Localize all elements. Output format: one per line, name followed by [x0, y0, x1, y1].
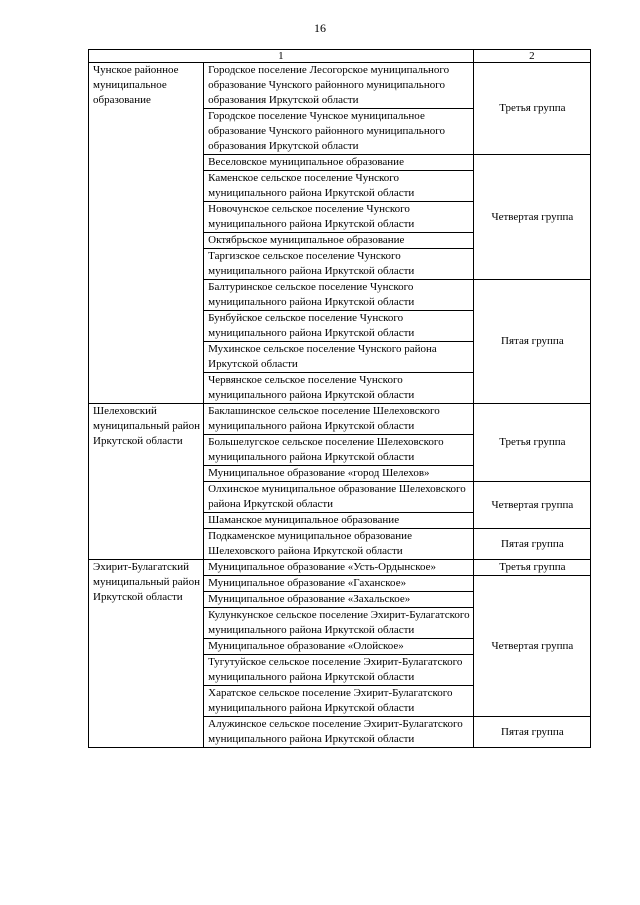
group-label: Пятая группа [473, 529, 590, 560]
group-label: Третья группа [473, 404, 590, 482]
district-name: Эхирит-Булагатский муниципальный район Иркутской области [89, 560, 204, 748]
entity-name: Октябрьское муниципальное образование [204, 233, 474, 249]
entity-name: Шаманское муниципальное образование [204, 513, 474, 529]
district-name: Чунское районное муниципальное образование [89, 63, 204, 404]
group-label: Четвертая группа [473, 482, 590, 529]
entity-name: Подкаменское муниципальное образование Шелеховского района Иркутской области [204, 529, 474, 560]
entity-name: Червянское сельское поселение Чунского муниципального района Иркутской области [204, 373, 474, 404]
entity-name: Кулункунское сельское поселение Эхирит-Булагатского муниципального района Иркутской области [204, 608, 474, 639]
entity-name: Мухинское сельское поселение Чунского района Иркутской области [204, 342, 474, 373]
entity-name: Алужинское сельское поселение Эхирит-Булагатского муниципального района Иркутской области [204, 717, 474, 748]
entity-name: Харатское сельское поселение Эхирит-Булагатского муниципального района Иркутской области [204, 686, 474, 717]
entity-name: Каменское сельское поселение Чунского муниципального района Иркутской области [204, 171, 474, 202]
group-label: Четвертая группа [473, 576, 590, 717]
entity-name: Городское поселение Чунское муниципальное образование Чунского районного муниципального образования Иркутской области [204, 109, 474, 155]
header-col-2: 2 [473, 50, 590, 63]
group-label: Четвертая группа [473, 155, 590, 280]
group-label: Пятая группа [473, 280, 590, 404]
group-label: Третья группа [473, 63, 590, 155]
entity-name: Бунбуйское сельское поселение Чунского муниципального района Иркутской области [204, 311, 474, 342]
entity-name: Большелугское сельское поселение Шелеховского муниципального района Иркутской области [204, 435, 474, 466]
group-label: Пятая группа [473, 717, 590, 748]
entity-name: Балтуринское сельское поселение Чунского муниципального района Иркутской области [204, 280, 474, 311]
table-header-row [89, 50, 591, 63]
entity-name: Веселовское муниципальное образование [204, 155, 474, 171]
entity-name: Таргизское сельское поселение Чунского муниципального района Иркутской области [204, 249, 474, 280]
entity-name: Олхинское муниципальное образование Шелеховского района Иркутской области [204, 482, 474, 513]
page-number: 16 [314, 21, 326, 35]
entity-name: Муниципальное образование «Усть-Ордынское» [204, 560, 474, 576]
entity-name: Муниципальное образование «Олойское» [204, 639, 474, 655]
entity-name: Муниципальное образование «Гаханское» [204, 576, 474, 592]
table-body [89, 50, 591, 748]
entity-name: Баклашинское сельское поселение Шелеховского муниципального района Иркутской области [204, 404, 474, 435]
group-label: Третья группа [473, 560, 590, 576]
table-row [89, 63, 591, 109]
entity-name: Тугутуйское сельское поселение Эхирит-Булагатского муниципального района Иркутской области [204, 655, 474, 686]
entity-name: Муниципальное образование «город Шелехов» [204, 466, 474, 482]
table-row [89, 560, 591, 576]
entity-name: Городское поселение Лесогорское муниципального образование Чунского районного муниципального образования Иркутской области [204, 63, 474, 109]
header-col-1: 1 [89, 50, 474, 63]
entity-name: Новочунское сельское поселение Чунского муниципального района Иркутской области [204, 202, 474, 233]
entity-name: Муниципальное образование «Захальское» [204, 592, 474, 608]
table-row [89, 404, 591, 435]
district-name: Шелеховский муниципальный район Иркутской области [89, 404, 204, 560]
municipalities-table [88, 49, 591, 748]
